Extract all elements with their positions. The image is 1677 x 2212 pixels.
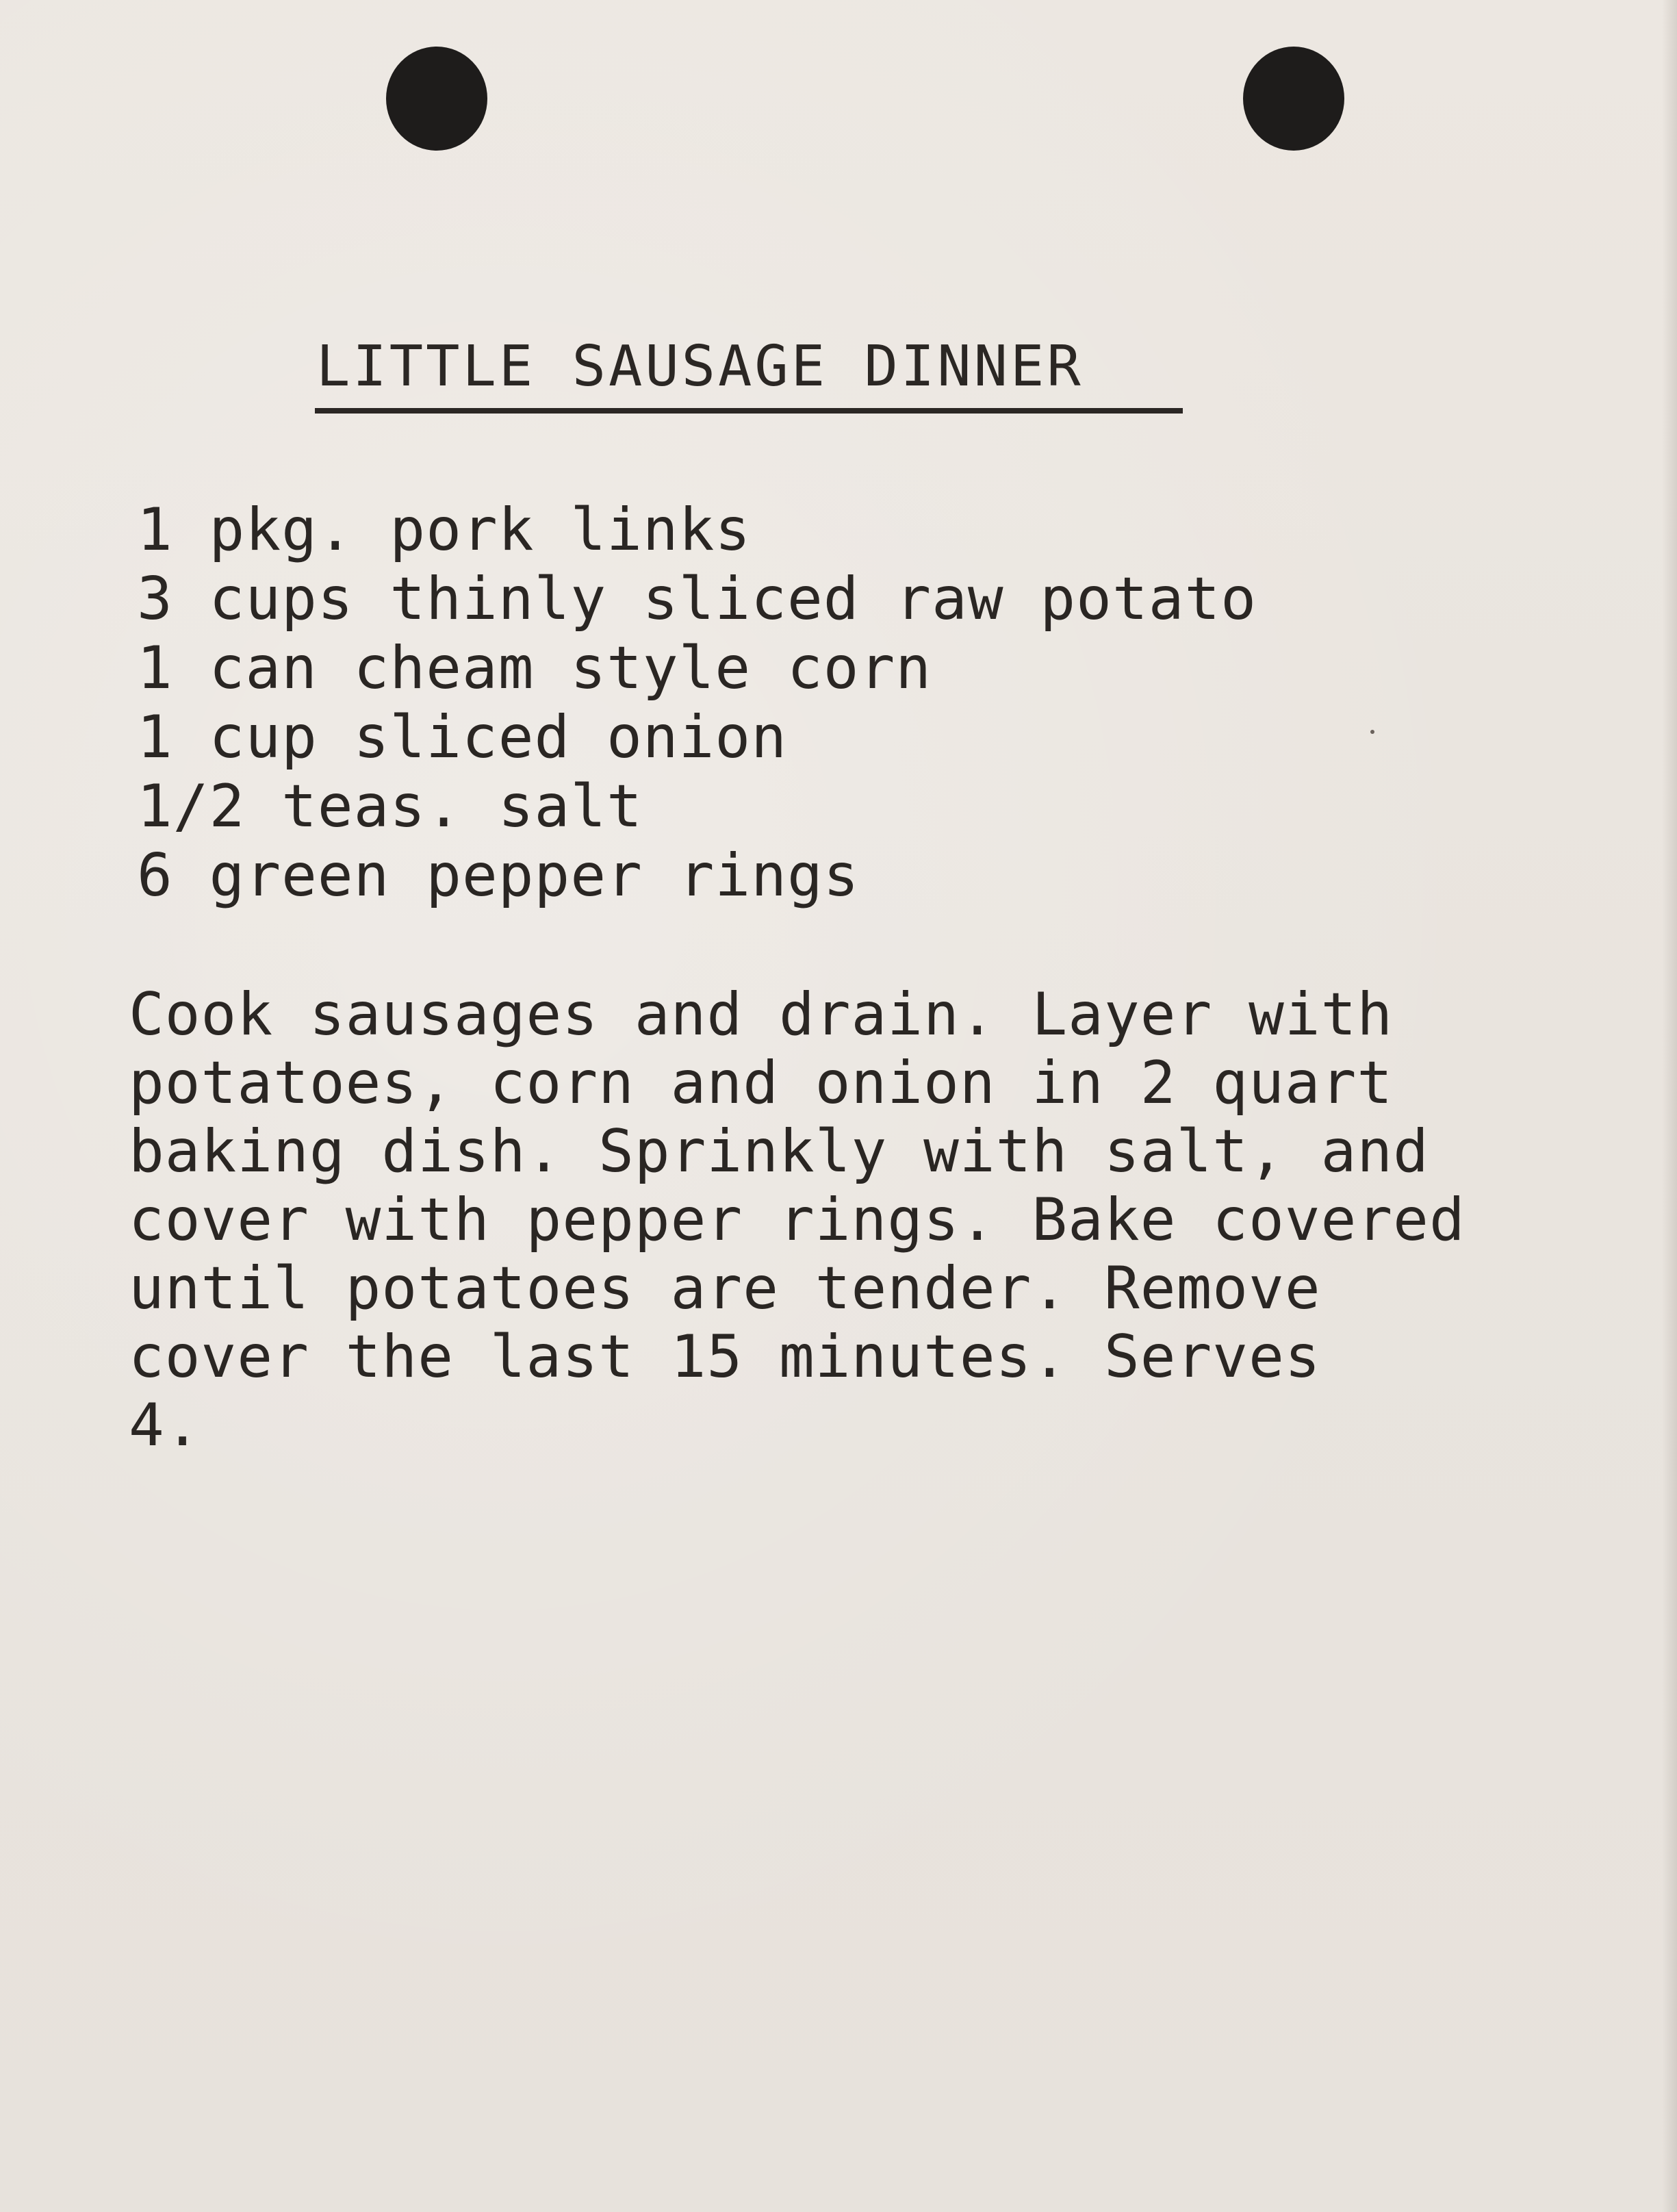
recipe-title: LITTLE SAUSAGE DINNER: [316, 334, 1084, 399]
directions-line: cover with pepper rings. Bake covered: [129, 1186, 1465, 1254]
ingredient-list: [137, 496, 1257, 911]
ingredient-item: 1/2 teas. salt: [137, 772, 643, 841]
directions-line: baking dish. Sprinkly with salt, and: [129, 1117, 1429, 1186]
title-underline: [315, 408, 1183, 414]
ingredient-item: 1 pkg. pork links: [137, 496, 752, 564]
ingredient-item: 3 cups thinly sliced raw potato: [137, 565, 1257, 633]
card-edge-shadow: [1662, 0, 1677, 2212]
ingredient-item: 1 can cheam style corn: [137, 634, 932, 702]
directions-line: 4.: [129, 1391, 201, 1460]
directions-block: [129, 980, 1465, 1460]
directions-line: Cook sausages and drain. Layer with: [129, 980, 1394, 1049]
stray-ink-dot: [1370, 730, 1374, 734]
ingredient-item: 1 cup sliced onion: [137, 703, 787, 772]
punch-hole-left: [386, 47, 487, 151]
directions-line: cover the last 15 minutes. Serves: [129, 1323, 1321, 1391]
directions-line: potatoes, corn and onion in 2 quart: [129, 1049, 1394, 1117]
ingredient-item: 6 green pepper rings: [137, 841, 860, 910]
punch-hole-right: [1243, 47, 1344, 151]
directions-line: until potatoes are tender. Remove: [129, 1254, 1321, 1323]
